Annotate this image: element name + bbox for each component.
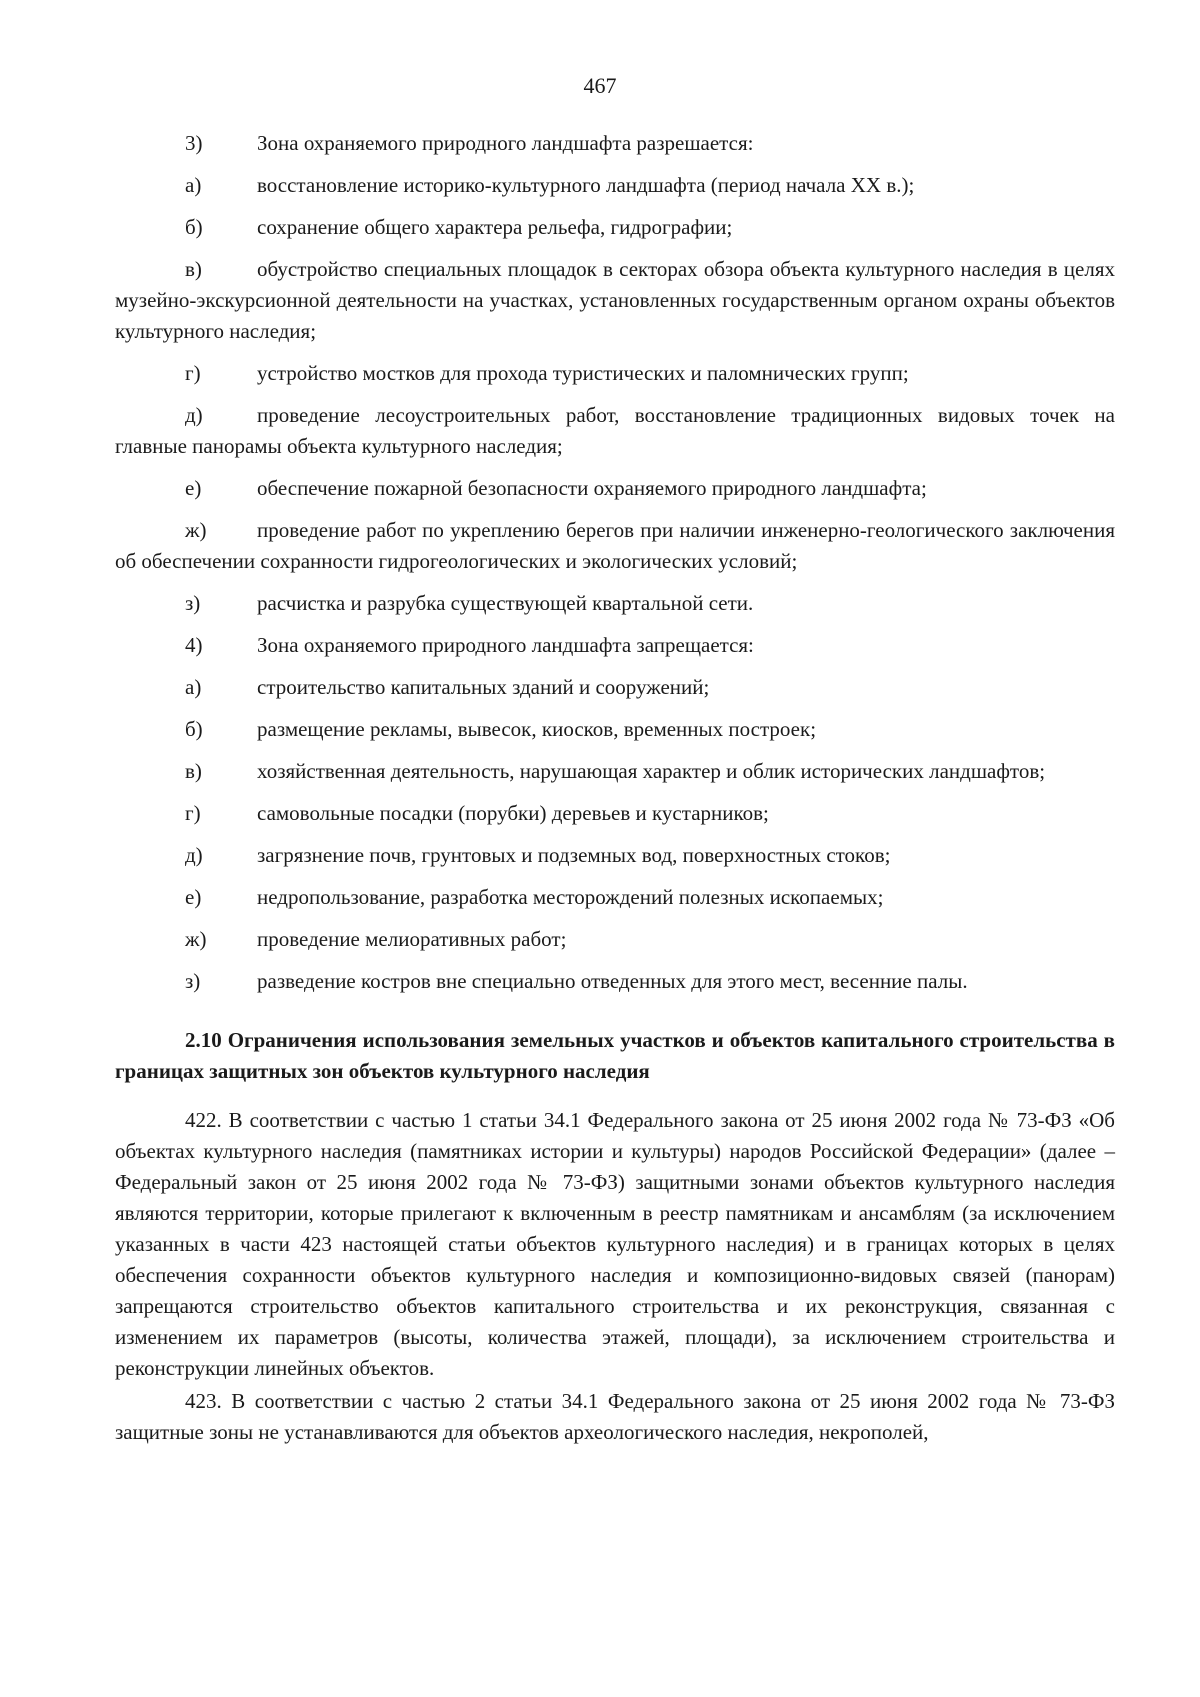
list-marker: в) (185, 759, 202, 783)
list-marker: д) (185, 403, 203, 427)
paragraph-text: В соответствии с частью 2 статьи 34.1 Федерального закона от 25 июня 2002 года № 73-ФЗ защитные зоны не устанавливаются для объектов археологического наследия, некрополей, (115, 1389, 1115, 1444)
list-text: разведение костров вне специально отведенных для этого мест, весенние палы. (257, 969, 968, 993)
list-text: восстановление историко-культурного ландшафта (период начала XX в.); (257, 173, 915, 197)
paragraph-text: В соответствии с частью 1 статьи 34.1 Федерального закона от 25 июня 2002 года № 73-ФЗ «Об объектах культурного наследия (памятниках истории и культуры) народов Российской Федерации» (далее – Федеральный закон от 25 июня 2002 года № 73-ФЗ) защитными зонами объектов культурного наследия являются территории, которые прилегают к включенным в реестр памятникам и ансамблям (за исключением указанных в части 423 настоящей статьи объектов культурного наследия) и в границах которых в целях обеспечения сохранности объектов культурного наследия и композиционно-видовых связей (панорам) запрещаются строительство объектов капитального строительства и их реконструкция, связанная с изменением их параметров (высоты, количества этажей, площади), за исключением строительства и реконструкции линейных объектов. (115, 1108, 1115, 1380)
list-marker: а) (185, 173, 202, 197)
document-body (115, 128, 1115, 1450)
list-item (115, 212, 1115, 243)
list-item (115, 400, 1115, 462)
list-marker: з) (185, 591, 201, 615)
list-text: загрязнение почв, грунтовых и подземных вод, поверхностных стоков; (257, 843, 891, 867)
list-marker: г) (185, 801, 201, 825)
list-marker: е) (185, 476, 202, 500)
list-text: проведение мелиоративных работ; (257, 927, 567, 951)
list-item (115, 924, 1115, 955)
list-text: недропользование, разработка месторождений полезных ископаемых; (257, 885, 884, 909)
list-item (115, 515, 1115, 577)
list-text: обустройство специальных площадок в секторах обзора объекта культурного наследия в целях музейно-экскурсионной деятельности на участках, установленных государственным органом охраны объектов культурного наследия; (115, 257, 1115, 343)
list-marker: г) (185, 361, 201, 385)
list-marker: ж) (185, 927, 207, 951)
list-item (115, 170, 1115, 201)
list-text: самовольные посадки (порубки) деревьев и кустарников; (257, 801, 769, 825)
list-text: обеспечение пожарной безопасности охраняемого природного ландшафта; (257, 476, 927, 500)
list-text: строительство капитальных зданий и сооружений; (257, 675, 710, 699)
list-text: проведение лесоустроительных работ, восстановление традиционных видовых точек на главные панорамы объекта культурного наследия; (115, 403, 1115, 458)
list-marker: б) (185, 717, 203, 741)
list-marker: а) (185, 675, 202, 699)
list-text: Зона охраняемого природного ландшафта разрешается: (257, 131, 754, 155)
list-permitted-header (115, 128, 1115, 159)
page-number: 467 (583, 73, 617, 98)
list-item (115, 473, 1115, 504)
paragraph (115, 1386, 1115, 1448)
list-marker: 3) (185, 131, 203, 155)
list-text: хозяйственная деятельность, нарушающая характер и облик исторических ландшафтов; (257, 759, 1046, 783)
section-heading: 2.10 Ограничения использования земельных участков и объектов капитального строительства в границах защитных зон объектов культурного наследия (115, 1028, 1115, 1083)
paragraph-number: 423. (185, 1389, 222, 1413)
list-marker: ж) (185, 518, 207, 542)
list-text: расчистка и разрубка существующей квартальной сети. (257, 591, 754, 615)
list-marker: д) (185, 843, 203, 867)
list-item (115, 714, 1115, 745)
list-marker: б) (185, 215, 203, 239)
list-item (115, 756, 1115, 787)
list-item (115, 966, 1115, 997)
list-item (115, 672, 1115, 703)
list-marker: е) (185, 885, 202, 909)
list-marker: з) (185, 969, 201, 993)
list-item (115, 798, 1115, 829)
list-item (115, 882, 1115, 913)
list-item (115, 254, 1115, 347)
list-item (115, 840, 1115, 871)
paragraph (115, 1105, 1115, 1384)
list-prohibited-header (115, 630, 1115, 661)
list-marker: в) (185, 257, 202, 281)
list-item (115, 588, 1115, 619)
list-item (115, 358, 1115, 389)
paragraph-number: 422. (185, 1108, 222, 1132)
list-text: сохранение общего характера рельефа, гидрографии; (257, 215, 733, 239)
list-marker: 4) (185, 633, 203, 657)
list-text: Зона охраняемого природного ландшафта запрещается: (257, 633, 754, 657)
list-text: размещение рекламы, вывесок, киосков, временных построек; (257, 717, 817, 741)
list-text: проведение работ по укреплению берегов при наличии инженерно-геологического заключения об обеспечении сохранности гидрогеологических и экологических условий; (115, 518, 1115, 573)
list-text: устройство мостков для прохода туристических и паломнических групп; (257, 361, 909, 385)
